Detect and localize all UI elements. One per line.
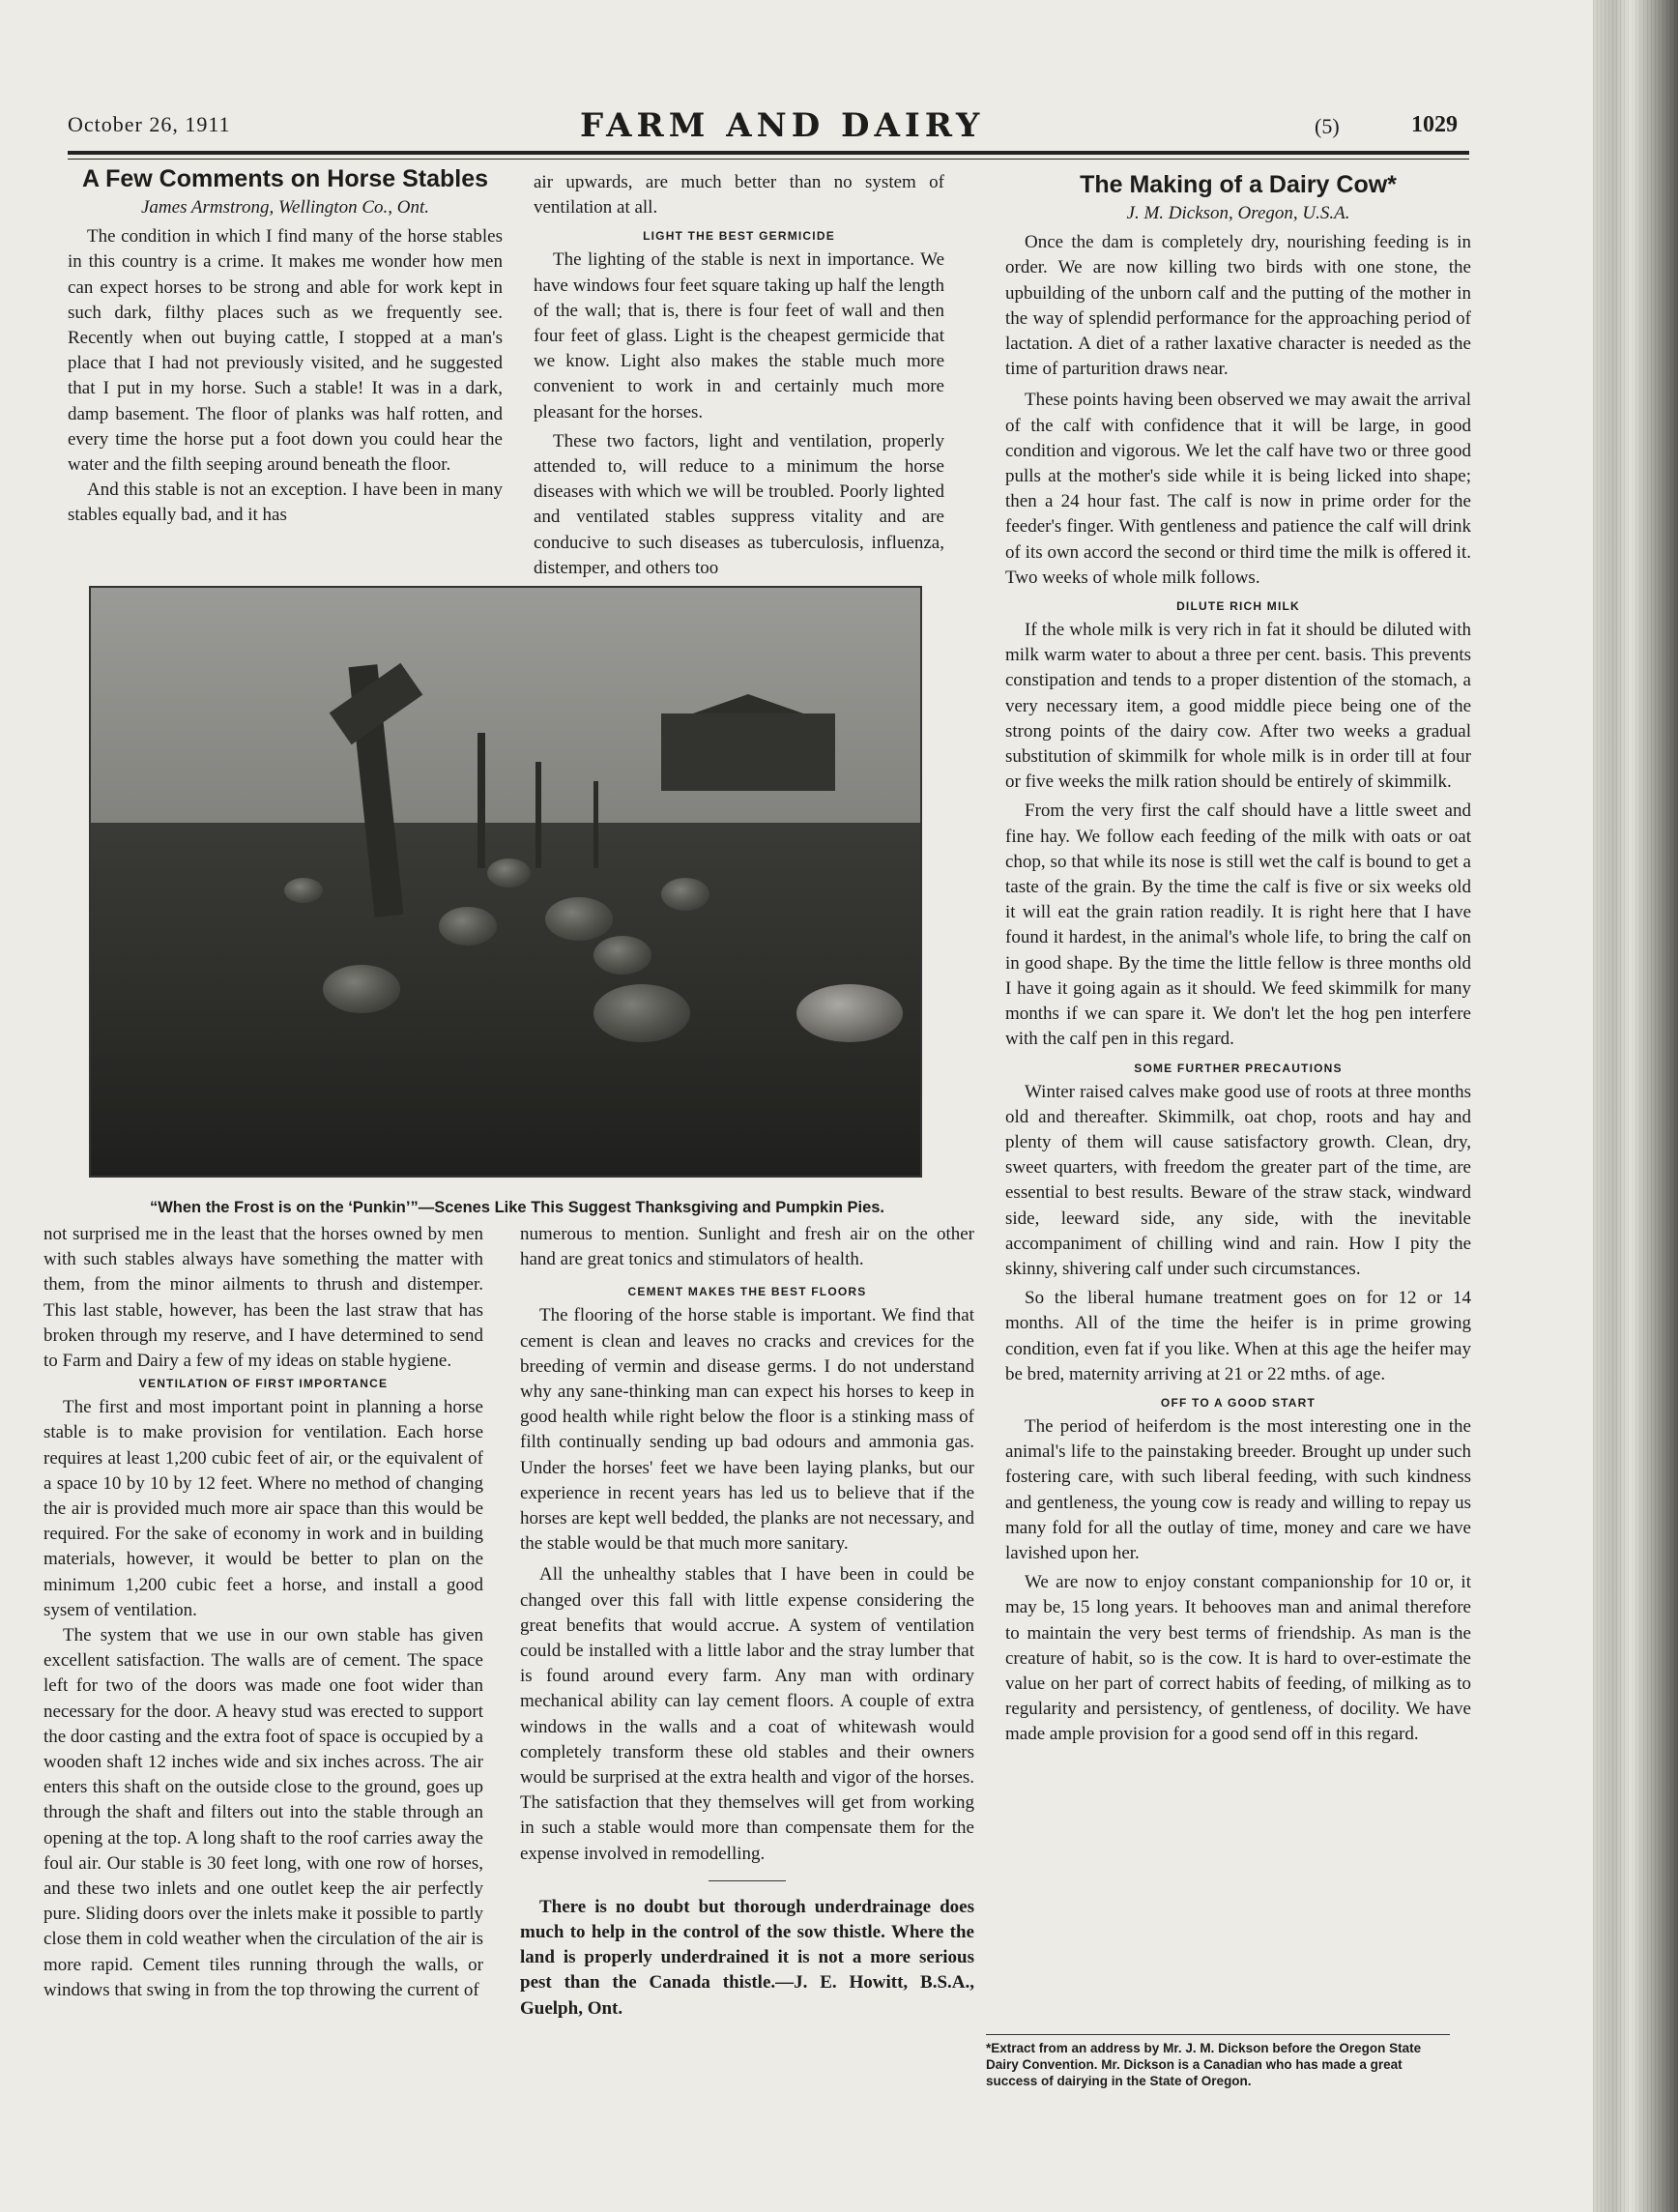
article2-paragraph: The period of heiferdom is the most interesting one in the animal's life to the painstaking breeder. Brought up under such fostering care, with such liberal feeding, with such kindness and gentleness, the young cow is ready and willing to repay us many fold for all the outlay of time, money and care we have lavished upon her.	[1005, 1415, 1471, 1563]
article1-paragraph: All the unhealthy stables that I have been in could be changed over this fall with little expense considering the great benefits that would accrue. A system of ventilation could be installed with a little labor and the stray lumber that is found around every farm. Any man with ordinary mechanical ability can lay cement floors. A couple of extra windows in the walls and a coat of whitewash would completely transform these old stables and their owners would be surprised at the extra health and vigor of the horses. The satisfaction that they themselves will get from working in such a stable would more than compensate them for the expense involved in remodelling.	[520, 1564, 974, 1864]
page-header	[68, 106, 1469, 155]
section-number: (5)	[1315, 114, 1340, 138]
photo-pumpkin	[545, 897, 613, 941]
photo-caption: “When the Frost is on the ‘Punkin’”—Scenes Like This Suggest Thanksgiving and Pumpkin Pies.	[149, 1199, 885, 1216]
photo-pumpkin	[661, 878, 709, 911]
book-binding-edge	[1593, 0, 1678, 2212]
thistle-note: There is no doubt but thorough underdrainage does much to help in the control of the sow thistle. Where the land is properly underdrained it is not a more serious pest than the Canada thistle.—J. E. Howitt, B.S.A., Guelph, Ont.	[520, 1896, 974, 2019]
photo-fence-post	[535, 762, 541, 868]
subhead-dilute: DILUTE RICH MILK	[1176, 599, 1300, 614]
article2-paragraph: Winter raised calves make good use of roots at three months old and thereafter. Skimmilk, oat chop, roots and hay and plenty of them will cause satisfactory growth. Clean, dry, sweet quarters, with freedom the greater part of the time, are essential to best results. Beware of the straw stack, windward side, leeward side, any side, with the inevitable accompaniment of chilling wind and rain. How I pity the skinny, shivering calf under such circumstances.	[1005, 1081, 1471, 1279]
article2-paragraph: So the liberal humane treatment goes on for 12 or 14 months. All of the time the heifer is in prime growing condition, even fat if you like. When at this age the heifer may be bred, maternity arriving at 21 or 22 mths. of age.	[1005, 1288, 1471, 1384]
photo-fence-post	[593, 781, 598, 868]
masthead-title: FARM AND DAIRY	[580, 106, 985, 145]
article1-column1-top	[68, 164, 503, 529]
article1-paragraph: The first and most important point in planning a horse stable is to make provision for ventilation. Each horse requires at least 1,200 cubic feet of air, or the equivalent of a space 10 by 10 by 12 feet. Where no method of changing the air is provided much more air space than this would be required. For the sake of economy in work and in building materials, however, it would be better to plan on the minimum 1,200 cubic feet a horse, and install a good sysem of ventilation.	[43, 1397, 483, 1620]
article1-paragraph: The condition in which I find many of the horse stables in this country is a crime. It makes me wonder how men can expect horses to be strong and able for work kept in such dark, filthy places such as we frequently see. Recently when out buying cattle, I stopped at a man's place that I had not previously visited, and he suggested that I put in my horse. Such a stable! It was in a dark, damp basement. The floor of planks was half rotten, and every time the horse put a foot down you could hear the water and the filth seeping around beneath the floor.	[68, 226, 503, 476]
subhead-start: OFF TO A GOOD START	[1160, 1395, 1316, 1410]
subhead-ventilation: VENTILATION OF FIRST IMPORTANCE	[138, 1377, 389, 1391]
issue-date: October 26, 1911	[68, 112, 231, 136]
subhead-cement: CEMENT MAKES THE BEST FLOORS	[627, 1285, 867, 1299]
article2-paragraph: We are now to enjoy constant companionship for 10 or, it may be, 15 long years. It behooves man and animal therefore to maintain the very best terms of friendship. As man is the creature of habit, so is the cow. It is hard to over-estimate the value on her part of correct habits of feeding, of milking as to regularity and persistency, of gentleness, of docility. We have made ample provision for a good send off in this regard.	[1005, 1572, 1471, 1745]
article2-byline: J. M. Dickson, Oregon, U.S.A.	[1126, 203, 1350, 223]
article1-paragraph: air upwards, are much better than no system of ventilation at all.	[534, 172, 944, 218]
article1-byline: James Armstrong, Wellington Co., Ont.	[140, 197, 430, 218]
article2-paragraph: Once the dam is completely dry, nourishing feeding is in order. We are now killing two birds with one stone, the upbuilding of the unborn calf and the putting of the mother in the way of splendid performance for the approaching period of lactation. A diet of a rather laxative character is needed as the time of parturition draws near.	[1005, 232, 1471, 380]
photo-pumpkin	[323, 965, 400, 1013]
article2-paragraph: These points having been observed we may await the arrival of the calf with confidence that it will be large, in good condition and vigorous. We let the calf have two or three good pulls at the mother's side while it is being licked into shape; then a 24 hour fast. The calf is now in prime order for the feeder's finger. With gentleness and patience the calf will drink of its own accord the second or third time the milk is offered it. Two weeks of whole milk follows.	[1005, 390, 1471, 588]
article1-paragraph: And this stable is not an exception. I have been in many stables equally bad, and it has	[68, 480, 503, 526]
article1-paragraph: not surprised me in the least that the horses owned by men with such stables always have something the matter with them, from the minor ailments to thrush and distemper. This last stable, however, has been the last straw that has broken through my reserve, and I have determined to send to Farm and Dairy a few of my ideas on stable hygiene.	[43, 1224, 483, 1372]
subhead-light: LIGHT THE BEST GERMICIDE	[643, 229, 835, 244]
article1-column2-top	[534, 170, 944, 581]
photo-pumpkin	[796, 984, 903, 1042]
footnote-rule	[986, 2034, 1450, 2035]
page-number: 1029	[1411, 112, 1458, 137]
article1-paragraph: The flooring of the horse stable is important. We find that cement is clean and leaves no cracks and crevices for the breeding of vermin and disease germs. I do not understand why any sane-thinking man can expect his horses to keep in good health while right below the floor is a stinking mass of filth continually sending up bad odours and ammonia gas. Under the horses' feet we have been laying planks, but our experience in recent years has led us to believe that if the horses are kept well bedded, the planks are not necessary, and the stable would be that much more sanitary.	[520, 1305, 974, 1555]
article1-column1-bottom	[43, 1222, 483, 2003]
photo-pumpkin	[593, 936, 651, 975]
article2-paragraph: If the whole milk is very rich in fat it should be diluted with milk warm water to about a three per cent. basis. This prevents constipation and tends to a proper distention of the stomach, a very necessary item, a good middle piece being one of the strong points of the dairy cow. After two weeks a gradual substitution of skimmilk for whole milk is in order till at four or five weeks the milk ration should be entirely of skimmilk.	[1005, 620, 1471, 793]
article2-headline: The Making of a Dairy Cow*	[1080, 171, 1397, 198]
article2-footnote: *Extract from an address by Mr. J. M. Dickson before the Oregon State Dairy Convention. Mr. Dickson is a Canadian who has made a great success of dairying in the State of Oregon.	[986, 2041, 1422, 2088]
photo-pumpkin	[439, 907, 497, 946]
article1-paragraph: The system that we use in our own stable has given excellent satisfaction. The walls are of cement. The space left for two of the doors was made one foot wider than necessary for the door. A heavy stud was erected to support the door casting and the extra foot of space is occupied by a wooden shaft 12 inches wide and six inches across. The air enters this shaft on the outside close to the ground, goes up through the shaft and filters out into the stable through an opening at the top. A long shaft to the roof carries away the foul air. Our stable is 30 feet long, with one row of horses, and these two inlets and one outlet keep the air perfectly pure. Sliding doors over the inlets make it possible to partly close them in cold weather when the circulation of the air is more rapid. Cement tiles running through the walls, or windows that swing in from the top throwing the current of	[43, 1625, 483, 2000]
photo-fence-post	[477, 733, 485, 868]
article1-paragraph: The lighting of the stable is next in importance. We have windows four feet square taking up half the length of the wall; that is, there is four feet of wall and then four feet of glass. Light is the cheapest germicide that we know. Light also makes the stable much more convenient to work in and certainly much more pleasant for the horses.	[534, 249, 944, 422]
article1-paragraph: numerous to mention. Sunlight and fresh air on the other hand are great tonics and stimulators of health.	[520, 1224, 974, 1270]
photo-pumpkin	[284, 878, 323, 903]
article1-headline: A Few Comments on Horse Stables	[82, 165, 488, 192]
article-separator	[709, 1880, 786, 1881]
header-rule	[68, 151, 1469, 155]
article2-paragraph: From the very first the calf should have a little sweet and fine hay. We follow each feeding of the milk with oats or oat chop, so that while its nose is still wet the calf is bound to get a taste of the grain. By the time the calf is five or six weeks old it will eat the grain ration readily. It is right here that I have found it hardest, in the animal's whole life, to bring the calf on in good shape. By the time the little fellow is three months old I have it going again as it should. We feed skimmilk for many months if we can spare it. We don't let the hog pen interfere with the calf pen in this regard.	[1005, 800, 1471, 1050]
photo-house	[661, 713, 835, 791]
pumpkin-field-photo	[89, 586, 922, 1178]
photo-pumpkin	[593, 984, 690, 1042]
article1-column2-bottom	[520, 1222, 974, 2022]
article2-column	[1005, 170, 1471, 1748]
article1-paragraph: These two factors, light and ventilation, properly attended to, will reduce to a minimum the horse diseases with which we will be troubled. Poorly lighted and ventilated stables suppress vitality and are conducive to such diseases as tuberculosis, influenza, distemper, and others too	[534, 430, 944, 578]
header-rule-thin	[68, 159, 1469, 160]
photo-pumpkin	[487, 859, 531, 888]
subhead-precautions: SOME FURTHER PRECAUTIONS	[1134, 1061, 1343, 1075]
